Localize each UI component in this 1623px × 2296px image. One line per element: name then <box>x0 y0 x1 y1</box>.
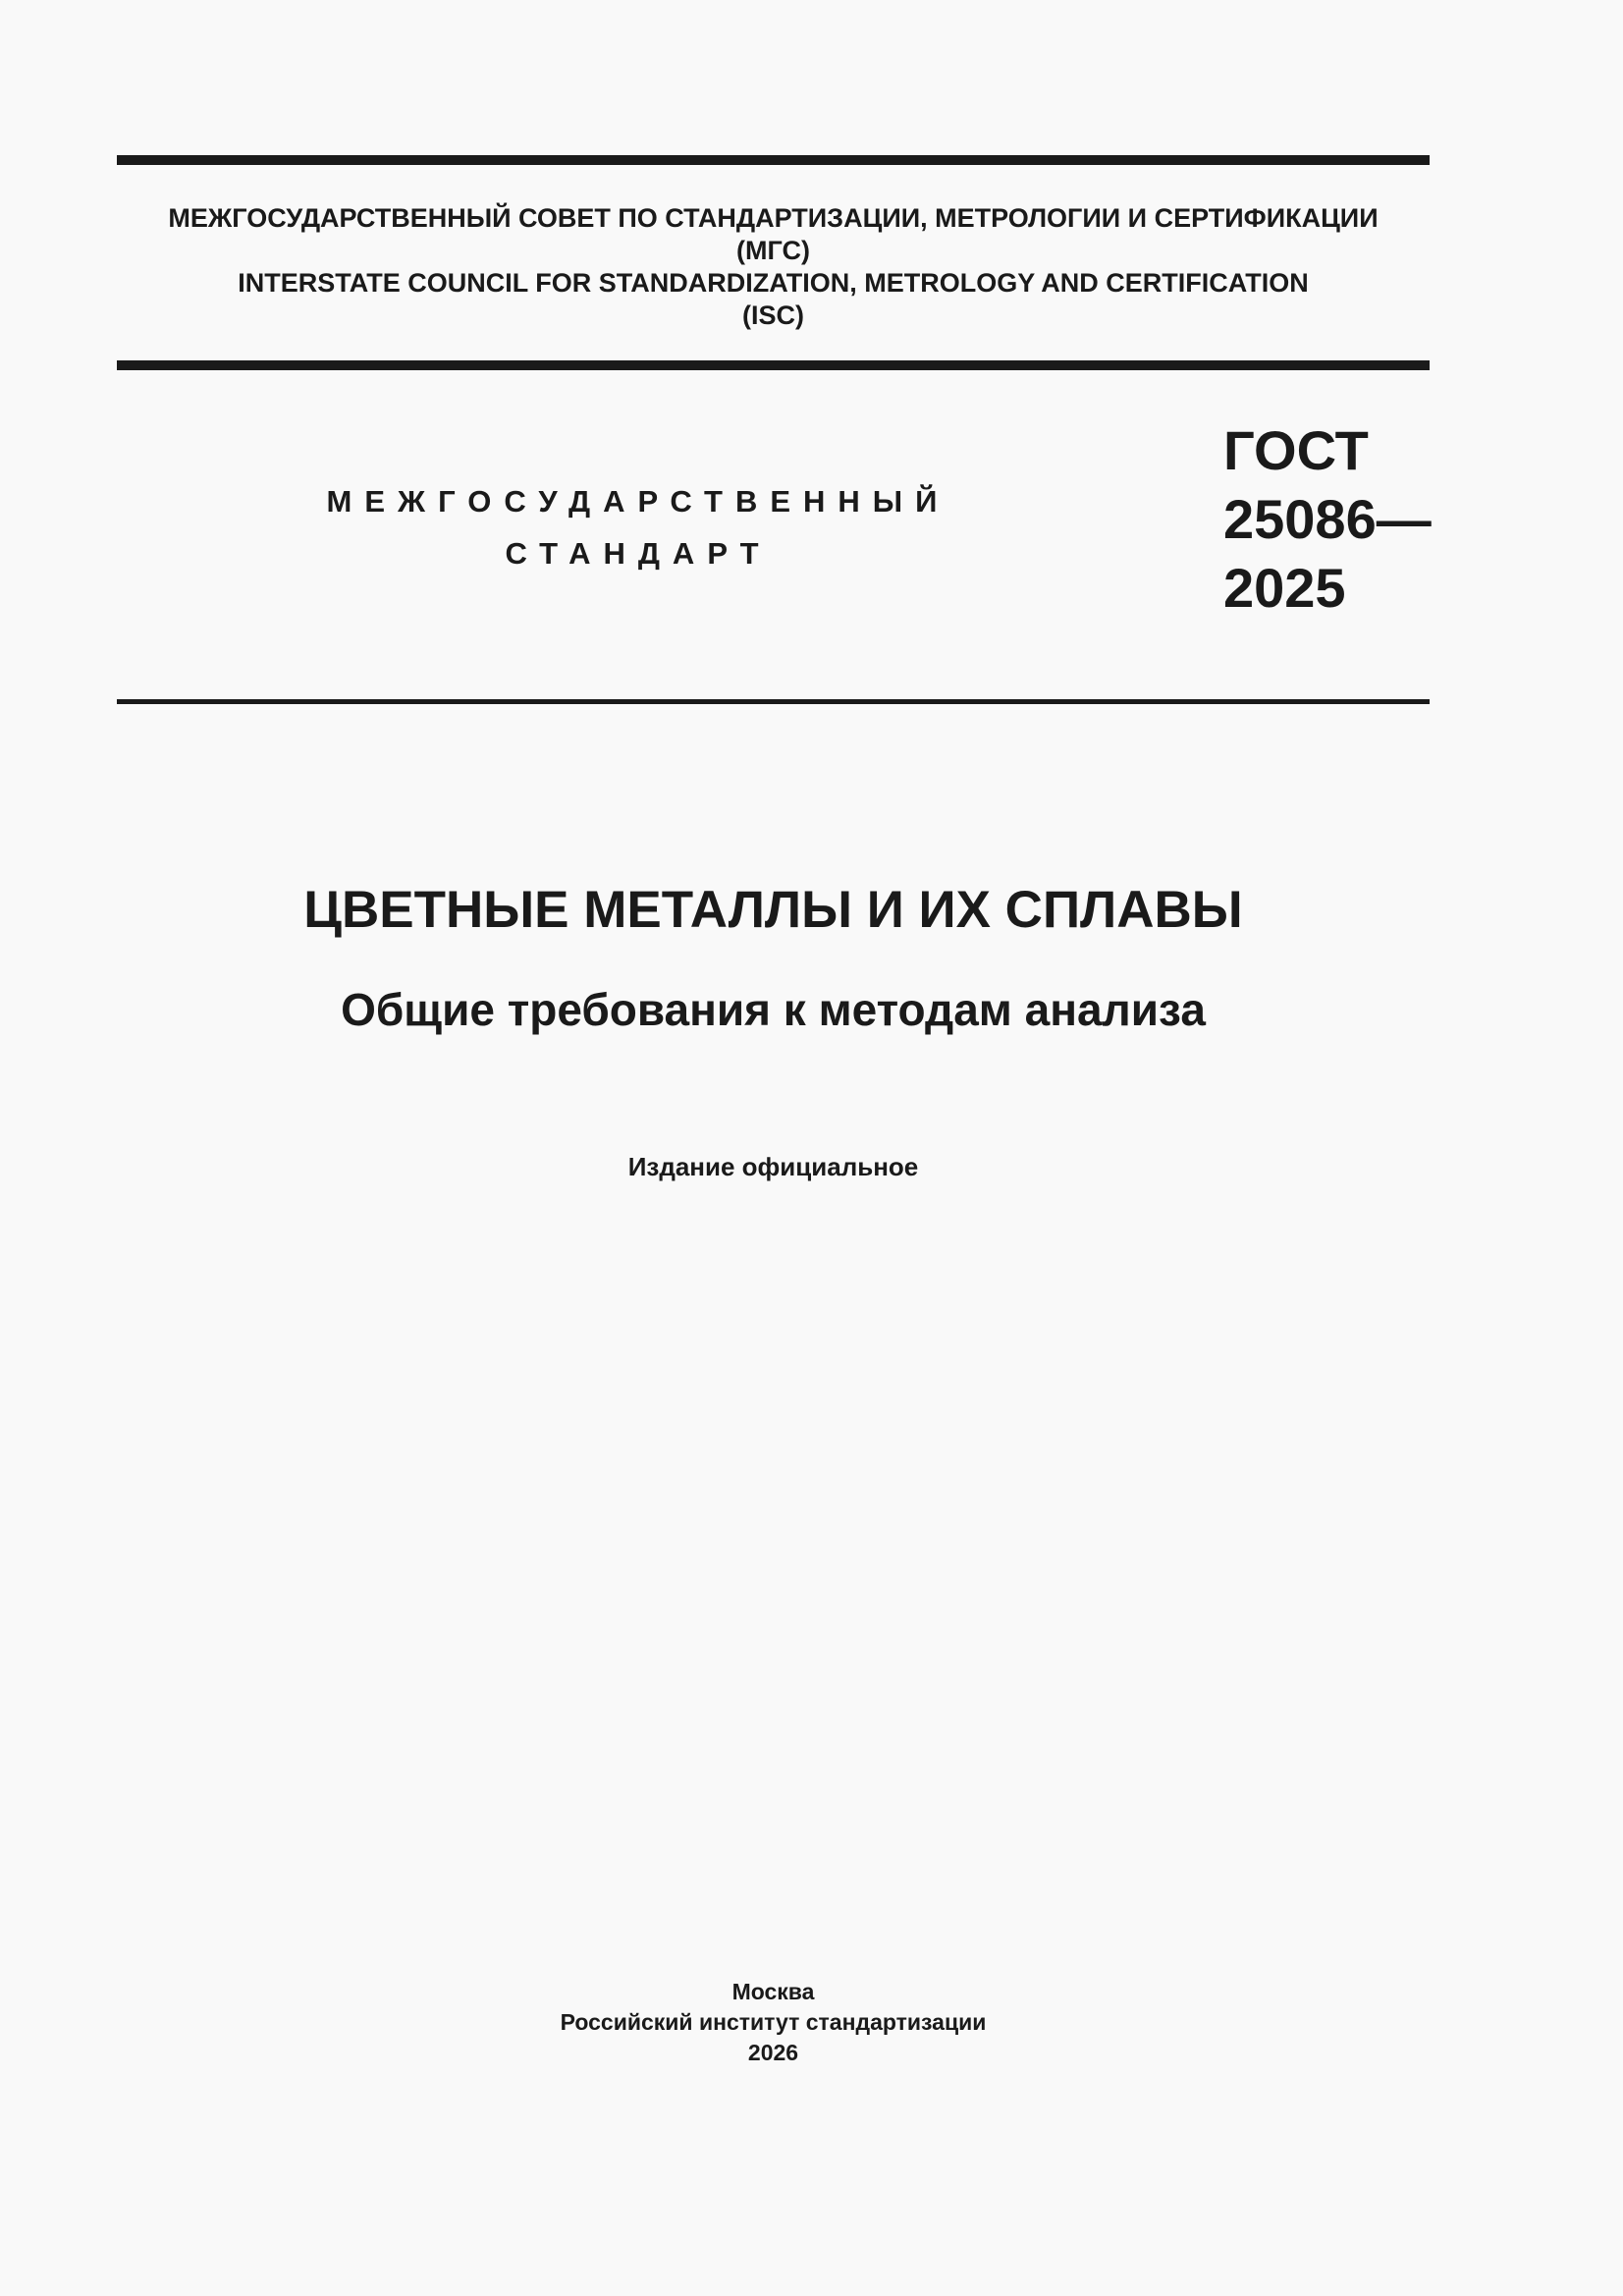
standard-kind <box>295 475 982 579</box>
council-abbr-ru: (МГС) <box>736 236 810 265</box>
lower-rule <box>117 699 1430 704</box>
designation-line-1: ГОСТ <box>1223 419 1369 481</box>
council-name-ru: МЕЖГОСУДАРСТВЕННЫЙ СОВЕТ ПО СТАНДАРТИЗАЦИИ, МЕТРОЛОГИИ И СЕРТИФИКАЦИИ <box>168 203 1379 233</box>
standard-kind-line-2: СТАНДАРТ <box>505 536 772 571</box>
middle-rule <box>117 360 1430 370</box>
document-subtitle: Общие требования к методам анализа <box>341 984 1206 1035</box>
council-header <box>117 202 1430 332</box>
standard-kind-line-1: МЕЖГОСУДАРСТВЕННЫЙ <box>326 484 950 519</box>
council-name-en: INTERSTATE COUNCIL FOR STANDARDIZATION, METROLOGY AND CERTIFICATION <box>238 268 1309 298</box>
imprint-year: 2026 <box>747 2040 799 2065</box>
top-rule <box>117 155 1430 165</box>
council-abbr-en: (ISC) <box>742 301 804 330</box>
imprint <box>117 1977 1430 2068</box>
imprint-city: Москва <box>731 1979 815 2004</box>
edition-note: Издание официальное <box>627 1152 919 1181</box>
document-title: ЦВЕТНЫЕ МЕТАЛЛЫ И ИХ СПЛАВЫ <box>303 881 1243 939</box>
imprint-publisher: Российский институт стандартизации <box>560 2009 987 2035</box>
designation-line-2: 25086— <box>1223 488 1432 550</box>
designation-line-3: 2025 <box>1223 557 1346 619</box>
standard-designation <box>1223 416 1432 623</box>
